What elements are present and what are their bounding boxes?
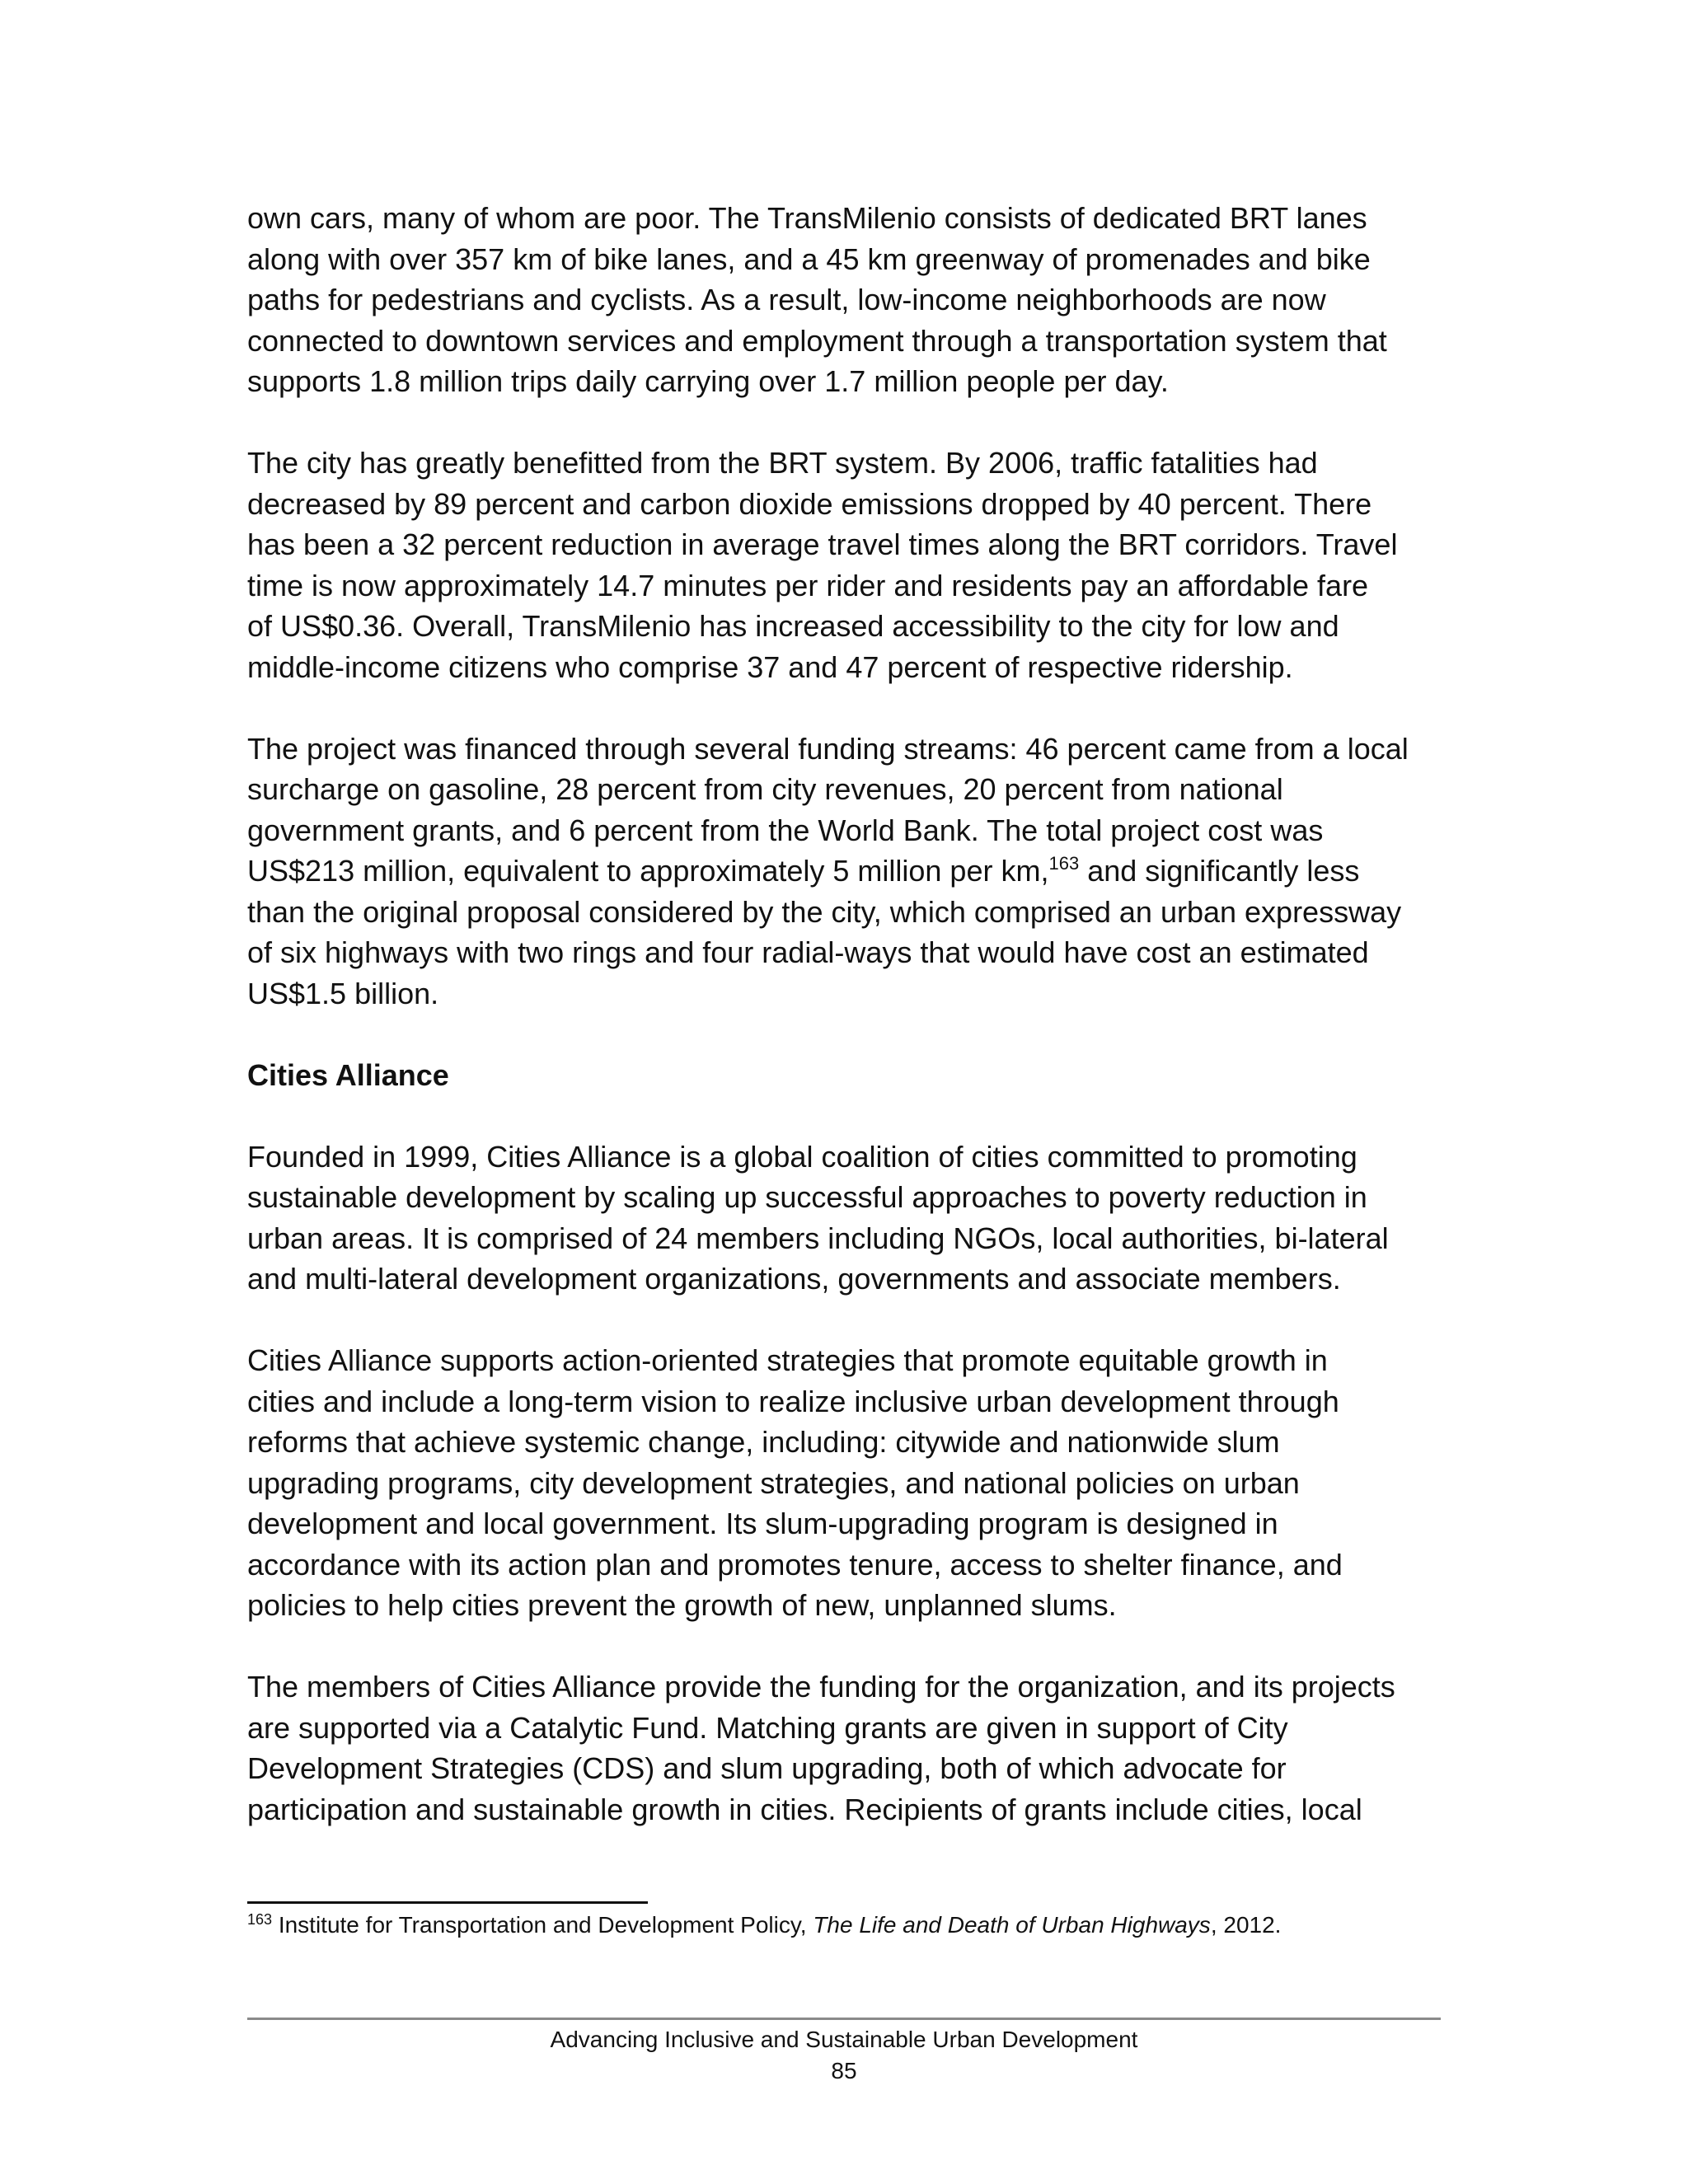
text-line: urban areas. It is comprised of 24 members including NGOs, local authorities, bi-lateral <box>247 1221 1389 1255</box>
text-line: participation and sustainable growth in cities. Recipients of grants include cities, local <box>247 1792 1362 1826</box>
text-line: time is now approximately 14.7 minutes per rider and residents pay an affordable fare <box>247 568 1369 602</box>
paragraph-transmilenio-overview <box>247 198 1451 402</box>
footer-title: Advancing Inclusive and Sustainable Urban Development <box>550 2027 1138 2052</box>
text-line: Founded in 1999, Cities Alliance is a global coalition of cities committed to promoting <box>247 1139 1357 1174</box>
text-line: Cities Alliance supports action-oriented strategies that promote equitable growth in <box>247 1343 1328 1377</box>
text-line: paths for pedestrians and cyclists. As a result, low-income neighborhoods are now <box>247 283 1326 316</box>
text-line: development and local government. Its slum-upgrading program is designed in <box>247 1507 1278 1540</box>
paragraph-brt-benefits <box>247 443 1451 687</box>
section-heading: Cities Alliance <box>247 1057 449 1092</box>
page-number: 85 <box>831 2058 857 2083</box>
text-line: of US$0.36. Overall, TransMilenio has increased accessibility to the city for low and <box>247 609 1339 643</box>
footnote-text-end: , 2012. <box>1210 1912 1282 1938</box>
text-line: policies to help cities prevent the growth of new, unplanned slums. <box>247 1588 1117 1622</box>
text-line: cities and include a long-term vision to realize inclusive urban development through <box>247 1384 1339 1418</box>
text-line: The city has greatly benefitted from the BRT system. By 2006, traffic fatalities had <box>247 446 1318 480</box>
text-line: surcharge on gasoline, 28 percent from city revenues, 20 percent from national <box>247 772 1283 806</box>
footnote-separator <box>247 1901 648 1904</box>
text-line: accordance with its action plan and promotes tenure, access to shelter finance, and <box>247 1547 1343 1582</box>
text-line: along with over 357 km of bike lanes, and a 45 km greenway of promenades and bike <box>247 241 1371 276</box>
text-line: own cars, many of whom are poor. The TransMilenio consists of dedicated BRT lanes <box>247 201 1367 235</box>
text-line: supports 1.8 million trips daily carrying over 1.7 million people per day. <box>247 364 1169 398</box>
paragraph-project-financing <box>247 729 1451 1015</box>
text-line: Development Strategies (CDS) and slum upgrading, both of which advocate for <box>247 1751 1287 1785</box>
text-segment: and significantly less <box>1079 854 1360 888</box>
text-line: decreased by 89 percent and carbon dioxide emissions dropped by 40 percent. There <box>247 486 1372 521</box>
text-segment: US$213 million, equivalent to approximately 5 million per km, <box>247 854 1049 888</box>
text-line: The members of Cities Alliance provide the funding for the organization, and its projects <box>247 1670 1395 1704</box>
text-line: upgrading programs, city development strategies, and national policies on urban <box>247 1465 1300 1500</box>
text-line: The project was financed through several funding streams: 46 percent came from a local <box>247 731 1409 766</box>
footnote <box>247 1910 1451 1940</box>
text-line: has been a 32 percent reduction in average travel times along the BRT corridors. Travel <box>247 527 1398 561</box>
footnote-reference[interactable]: 163 <box>1048 853 1080 874</box>
text-line: reforms that achieve systemic change, including: citywide and nationwide slum <box>247 1425 1280 1459</box>
footnote-text: Institute for Transportation and Development Policy, <box>272 1912 814 1938</box>
footnote-title: The Life and Death of Urban Highways <box>813 1912 1211 1938</box>
text-line: US$1.5 billion. <box>247 976 439 1010</box>
text-line: sustainable development by scaling up successful approaches to poverty reduction in <box>247 1180 1367 1214</box>
text-line: and multi-lateral development organizations, governments and associate members. <box>247 1262 1341 1296</box>
text-line: government grants, and 6 percent from the World Bank. The total project cost was <box>247 813 1324 847</box>
paragraph-cities-alliance-founding <box>247 1137 1451 1300</box>
paragraph-cities-alliance-funding <box>247 1666 1451 1830</box>
text-line-with-footnote-ref <box>247 851 1451 892</box>
text-line: than the original proposal considered by the city, which comprised an urban expressway <box>247 894 1402 929</box>
body-text <box>247 198 1451 1871</box>
text-line: are supported via a Catalytic Fund. Matching grants are given in support of City <box>247 1710 1288 1745</box>
footer-divider <box>247 2018 1441 2020</box>
text-line: connected to downtown services and employment through a transportation system that <box>247 323 1387 358</box>
text-line: of six highways with two rings and four radial-ways that would have cost an estimated <box>247 935 1369 969</box>
paragraph-cities-alliance-strategies <box>247 1340 1451 1626</box>
text-line: middle-income citizens who comprise 37 and 47 percent of respective ridership. <box>247 649 1293 684</box>
footnote-number: 163 <box>247 1911 273 1928</box>
